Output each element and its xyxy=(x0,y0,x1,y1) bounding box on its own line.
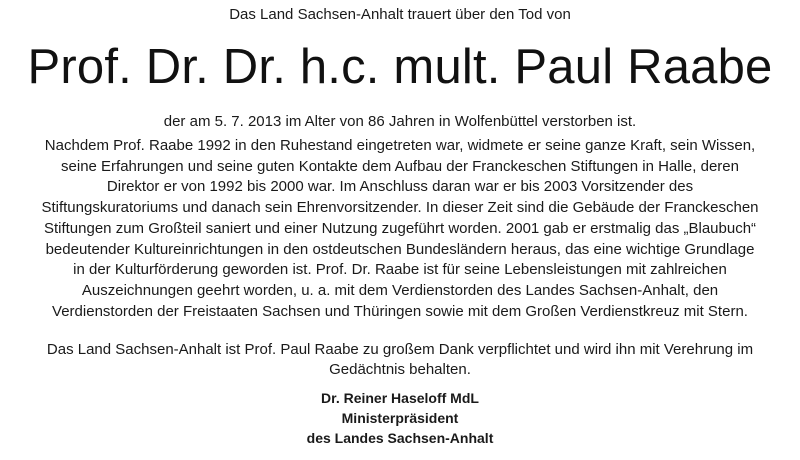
intro-line: Das Land Sachsen-Anhalt trauert über den Tod von xyxy=(229,6,571,23)
deceased-name-heading: Prof. Dr. Dr. h.c. mult. Paul Raabe xyxy=(27,40,773,94)
biography-paragraph: Nachdem Prof. Raabe 1992 in den Ruhestand eingetreten war, widmete er seine ganze Kraft, sein Wissen, seine Erfahrungen und seine guten Kontakte dem Aufbau der Franckeschen Stiftungen in Halle, deren Direktor er von 1992 bis 2000 war. Im Anschluss daran war er bis 2003 Vorsitzender des Stiftungskuratoriums und danach sein Ehrenvorsitzender. In dieser Zeit sind die Gebäude der Franckeschen Stiftungen zum Großteil saniert und einer Nutzung zugeführt worden. 2001 gab er erstmalig das „Blaubuch“ bedeutender Kultureinrichtungen in den ostdeutschen Bundesländern heraus, das eine wichtige Grundlage in der Kulturförderung geworden ist. Prof. Dr. Raabe ist für seine Lebensleistungen mit zahlreichen Auszeichnungen geehrt worden, u. a. mit dem Verdienstorden des Landes Sachsen-Anhalt, den Verdienstorden der Freistaaten Sachsen und Thüringen sowie mit dem Großen Verdienstkreuz mit Stern. xyxy=(41,137,759,320)
signatory-title: Ministerpräsident xyxy=(341,410,459,426)
signatory-name: Dr. Reiner Haseloff MdL xyxy=(321,390,479,406)
thanks-paragraph: Das Land Sachsen-Anhalt ist Prof. Paul Raabe zu großem Dank verpflichtet und wird ihn mit Verehrung im Gedächtnis behalten. xyxy=(46,341,754,378)
signatory-organization: des Landes Sachsen-Anhalt xyxy=(306,430,494,446)
death-date-line: der am 5. 7. 2013 im Alter von 86 Jahren in Wolfenbüttel verstorben ist. xyxy=(163,113,637,130)
signature-block xyxy=(0,388,800,448)
